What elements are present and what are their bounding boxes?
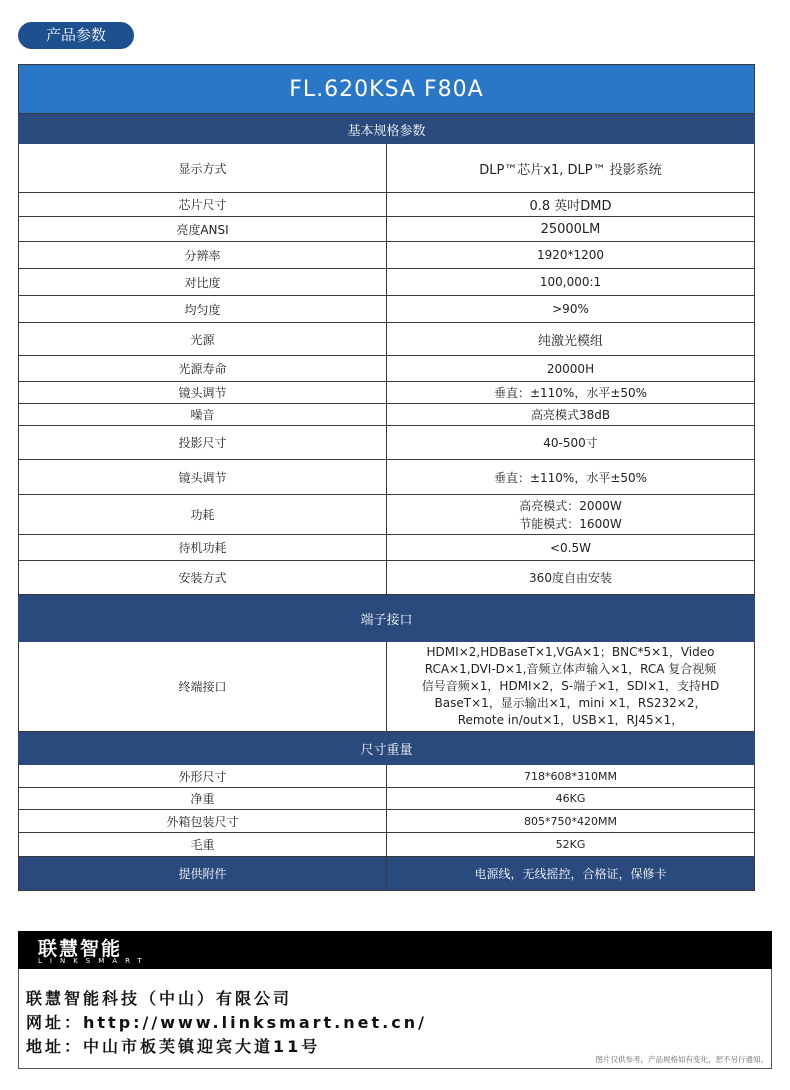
spec-label: 外箱包装尺寸 <box>19 810 387 833</box>
ports-value <box>387 642 755 732</box>
spec-value: 0.8 英吋DMD <box>387 193 755 217</box>
section-header-size: 尺寸重量 <box>19 732 755 765</box>
spec-row <box>19 356 755 382</box>
spec-value: 25000LM <box>387 217 755 242</box>
model-title: FL.620KSA F80A <box>18 64 755 114</box>
spec-row <box>19 833 755 857</box>
spec-row <box>19 810 755 833</box>
spec-row <box>19 460 755 495</box>
brand-bar <box>18 931 772 969</box>
spec-value: DLP™芯片x1, DLP™ 投影系统 <box>387 144 755 193</box>
power-high: 高亮模式：2000W <box>519 498 622 513</box>
spec-row <box>19 426 755 460</box>
spec-label: 对比度 <box>19 269 387 296</box>
spec-label: 镜头调节 <box>19 460 387 495</box>
spec-label: 芯片尺寸 <box>19 193 387 217</box>
spec-value: 46KG <box>387 788 755 810</box>
spec-row <box>19 382 755 404</box>
spec-value: 20000H <box>387 356 755 382</box>
ports-line: HDMI×2,HDBaseT×1,VGA×1；BNC*5×1，Video RCA×1,DVI-D×1,音频立体声输入×1，RCA 复合视频 <box>424 645 717 676</box>
spec-row <box>19 144 755 193</box>
spec-value: 718*608*310MM <box>387 765 755 788</box>
spec-value: 1920*1200 <box>387 242 755 269</box>
spec-sheet <box>18 64 755 891</box>
spec-value: >90% <box>387 296 755 323</box>
spec-label: 毛重 <box>19 833 387 857</box>
spec-value: 360度自由安装 <box>387 561 755 595</box>
spec-label: 镜头调节 <box>19 382 387 404</box>
spec-label: 安装方式 <box>19 561 387 595</box>
spec-label: 均匀度 <box>19 296 387 323</box>
spec-label: 分辨率 <box>19 242 387 269</box>
spec-value: 100,000:1 <box>387 269 755 296</box>
spec-row <box>19 535 755 561</box>
spec-row <box>19 323 755 356</box>
spec-label: 噪音 <box>19 404 387 426</box>
spec-label: 净重 <box>19 788 387 810</box>
spec-label: 功耗 <box>19 495 387 535</box>
ports-line: Remote in/out×1，USB×1，RJ45×1， <box>457 713 684 727</box>
spec-row <box>19 193 755 217</box>
spec-value: 垂直：±110%，水平±50% <box>387 382 755 404</box>
spec-label: 光源寿命 <box>19 356 387 382</box>
website-line: 网址：http://www.linksmart.net.cn/ <box>26 1013 427 1032</box>
accessories-value: 电源线，无线摇控，合格证，保修卡 <box>387 857 755 891</box>
brand-logo-en: LINKSMART <box>38 957 150 965</box>
spec-label: 光源 <box>19 323 387 356</box>
power-eco: 节能模式：1600W <box>519 516 622 531</box>
ports-row <box>19 642 755 732</box>
ports-line: 信号音频×1，HDMI×2，S-端子×1，SDI×1，支持HD BaseT×1，显示输出×1，mini ×1，RS232×2， <box>421 679 720 710</box>
spec-row <box>19 269 755 296</box>
spec-value-multi <box>387 495 755 535</box>
spec-row <box>19 765 755 788</box>
spec-row <box>19 404 755 426</box>
spec-label: 待机功耗 <box>19 535 387 561</box>
spec-value: 805*750*420MM <box>387 810 755 833</box>
disclaimer-note: 图片仅供参考，产品规格如有变化，恕不另行通知。 <box>595 1055 768 1064</box>
accessories-label: 提供附件 <box>19 857 387 891</box>
accessories-row <box>19 857 755 891</box>
spec-row <box>19 495 755 535</box>
brand-logo-cn: 联慧智能 <box>38 938 123 960</box>
spec-label: 终端接口 <box>19 642 387 732</box>
spec-value: <0.5W <box>387 535 755 561</box>
company-name: 联慧智能科技（中山）有限公司 <box>26 989 293 1008</box>
spec-value: 52KG <box>387 833 755 857</box>
spec-row <box>19 242 755 269</box>
spec-label: 显示方式 <box>19 144 387 193</box>
spec-value: 40-500寸 <box>387 426 755 460</box>
spec-label: 投影尺寸 <box>19 426 387 460</box>
spec-table <box>18 114 755 891</box>
spec-row <box>19 296 755 323</box>
section-header-ports: 端子接口 <box>19 595 755 642</box>
address-line: 地址：中山市板芙镇迎宾大道11号 <box>26 1037 321 1056</box>
spec-value: 垂直：±110%，水平±50% <box>387 460 755 495</box>
section-header-basic: 基本规格参数 <box>19 115 755 144</box>
spec-label: 亮度ANSI <box>19 217 387 242</box>
spec-row <box>19 788 755 810</box>
spec-value: 高亮模式38dB <box>387 404 755 426</box>
spec-label: 外形尺寸 <box>19 765 387 788</box>
spec-value: 纯激光模组 <box>387 323 755 356</box>
section-tag: 产品参数 <box>18 22 134 49</box>
spec-row <box>19 217 755 242</box>
spec-row <box>19 561 755 595</box>
